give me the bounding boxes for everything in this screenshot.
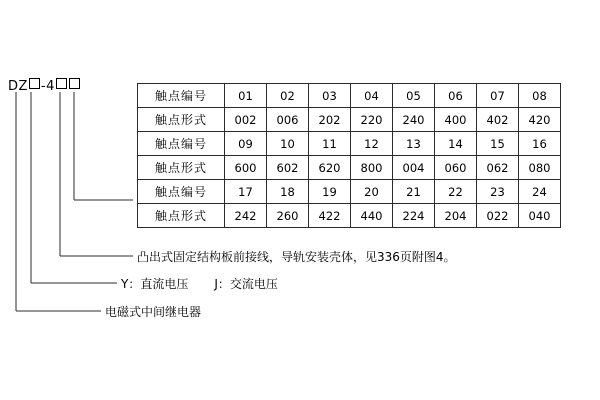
table-cell: 220 — [351, 108, 393, 132]
table-cell: 620 — [309, 156, 351, 180]
structure-note: 凸出式固定结构板前接线，导轨安装壳体，见336页附图4。 — [137, 250, 456, 264]
table-row — [138, 156, 561, 180]
row-header: 触点形式 — [138, 204, 225, 228]
table-cell: 16 — [519, 132, 561, 156]
table-cell: 06 — [435, 84, 477, 108]
table-cell: 800 — [351, 156, 393, 180]
table-cell: 060 — [435, 156, 477, 180]
table-cell: 420 — [519, 108, 561, 132]
contacts-table-wrap — [137, 83, 561, 228]
table-row — [138, 180, 561, 204]
table-cell: 04 — [351, 84, 393, 108]
model-code-label — [8, 78, 81, 94]
table-cell: 600 — [225, 156, 267, 180]
table-cell: 22 — [435, 180, 477, 204]
table-cell: 062 — [477, 156, 519, 180]
table-cell: 224 — [393, 204, 435, 228]
model-code-prefix: DZ — [8, 79, 28, 94]
table-cell: 440 — [351, 204, 393, 228]
row-header: 触点编号 — [138, 180, 225, 204]
table-cell: 006 — [267, 108, 309, 132]
table-cell: 13 — [393, 132, 435, 156]
table-cell: 12 — [351, 132, 393, 156]
table-cell: 240 — [393, 108, 435, 132]
table-cell: 080 — [519, 156, 561, 180]
table-cell: 400 — [435, 108, 477, 132]
table-cell: 02 — [267, 84, 309, 108]
table-cell: 602 — [267, 156, 309, 180]
table-cell: 422 — [309, 204, 351, 228]
table-cell: 204 — [435, 204, 477, 228]
table-row — [138, 84, 561, 108]
relay-type-note: 电磁式中间继电器 — [105, 305, 202, 319]
table-cell: 09 — [225, 132, 267, 156]
model-code-box-2 — [56, 78, 67, 89]
voltage-note-dc: Y：直流电压 — [121, 277, 189, 291]
table-cell: 08 — [519, 84, 561, 108]
table-cell: 21 — [393, 180, 435, 204]
table-cell: 17 — [225, 180, 267, 204]
table-cell: 18 — [267, 180, 309, 204]
table-cell: 260 — [267, 204, 309, 228]
table-cell: 15 — [477, 132, 519, 156]
voltage-note-ac: J：交流电压 — [214, 277, 278, 291]
table-cell: 01 — [225, 84, 267, 108]
table-cell: 03 — [309, 84, 351, 108]
table-cell: 24 — [519, 180, 561, 204]
table-cell: 23 — [477, 180, 519, 204]
table-cell: 022 — [477, 204, 519, 228]
table-cell: 402 — [477, 108, 519, 132]
contacts-table — [137, 83, 561, 228]
model-code-box-1 — [29, 78, 40, 89]
table-cell: 19 — [309, 180, 351, 204]
row-header: 触点编号 — [138, 132, 225, 156]
model-code-middle: -4 — [40, 79, 55, 94]
table-row — [138, 204, 561, 228]
table-cell: 242 — [225, 204, 267, 228]
table-row — [138, 132, 561, 156]
table-cell: 05 — [393, 84, 435, 108]
row-header: 触点编号 — [138, 84, 225, 108]
table-cell: 040 — [519, 204, 561, 228]
table-cell: 07 — [477, 84, 519, 108]
row-header: 触点形式 — [138, 156, 225, 180]
table-cell: 11 — [309, 132, 351, 156]
voltage-note — [121, 275, 278, 292]
table-cell: 20 — [351, 180, 393, 204]
table-cell: 14 — [435, 132, 477, 156]
table-cell: 10 — [267, 132, 309, 156]
table-cell: 202 — [309, 108, 351, 132]
table-row — [138, 108, 561, 132]
table-cell: 004 — [393, 156, 435, 180]
row-header: 触点形式 — [138, 108, 225, 132]
table-cell: 002 — [225, 108, 267, 132]
model-code-box-3 — [69, 78, 80, 89]
